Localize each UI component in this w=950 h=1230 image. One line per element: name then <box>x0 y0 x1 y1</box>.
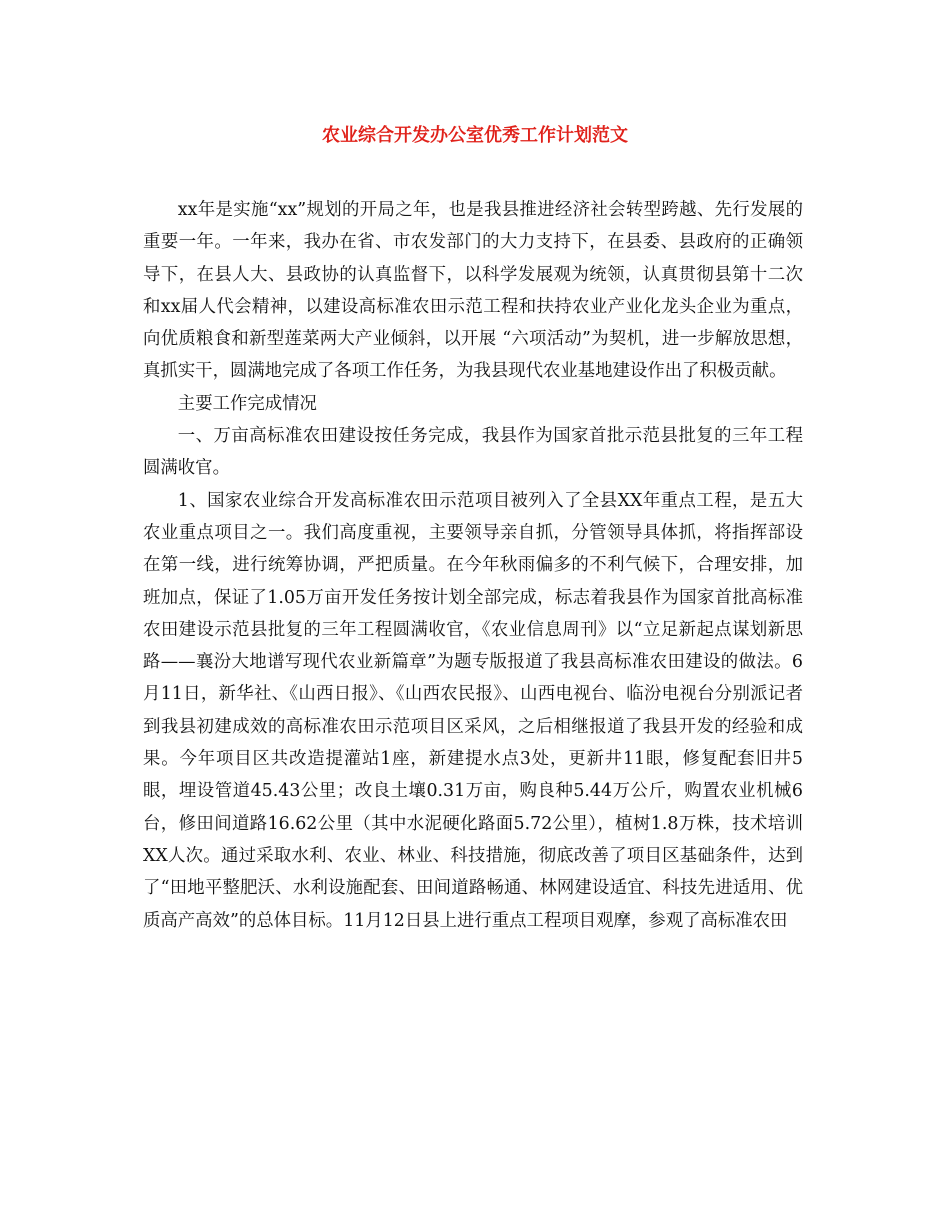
section-heading: 主要工作完成情况 <box>177 393 317 414</box>
document-title: 农业综合开发办公室优秀工作计划范文 <box>322 125 628 146</box>
paragraph-subitem-1: 1、国家农业综合开发高标准农田示范项目被列入了全县XX年重点工程，是五大农业重点项目之一。我们高度重视，主要领导亲自抓，分管领导具体抓，将指挥部设在第一线，进行统筹协调，严把质量。在今年秋雨偏多的不利气候下，合理安排，加班加点，保证了1.05万亩开发任务按计划全部完成，标志着我县作为国家首批高标准农田建设示范县批复的三年工程圆满收官，《农业信息周刊》以“立足新起点谋划新思路——襄汾大地谱写现代农业新篇章”为题专版报道了我县高标准农田建设的做法。6月11日，新华社、《山西日报》、《山西农民报》、山西电视台、临汾电视台分别派记者到我县初建成效的高标准农田示范项目区采风，之后相继报道了我县开发的经验和成果。今年项目区共改造提灌站1座，新建提水点3处，更新井11眼，修复配套旧井5眼，埋设管道45.43公里；改良土壤0.31万亩，购良种5.44万公斤，购置农业机械6台，修田间道路16.62公里（其中水泥硬化路面5.72公里），植树1.8万株，技术培训XX人次。通过采取水利、农业、林业、科技措施，彻底改善了项目区基础条件，达到了“田地平整肥沃、水利设施配套、田间道路畅通、林网建设适宜、科技先进适用、优质高产高效”的总体目标。11月12日县上进行重点工程项目观摩，参观了高标准农田 <box>143 490 803 931</box>
document-body <box>143 194 803 937</box>
paragraph-item-1: 一、万亩高标准农田建设按任务完成，我县作为国家首批示范县批复的三年工程圆满收官。 <box>143 426 803 479</box>
paragraph-intro: xx年是实施“xx”规划的开局之年，也是我县推进经济社会转型跨越、先行发展的重要一年。一年来，我办在省、市农发部门的大力支持下，在县委、县政府的正确领导下，在县人大、县政协的认真监督下，以科学发展观为统领，认真贯彻县第十二次和xx届人代会精神，以建设高标准农田示范工程和扶持农业产业化龙头企业为重点，向优质粮食和新型莲菜两大产业倾斜，以开展 “六项活动”为契机，进一步解放思想，真抓实干，圆满地完成了各项工作任务，为我县现代农业基地建设作出了积极贡献。 <box>143 200 803 382</box>
